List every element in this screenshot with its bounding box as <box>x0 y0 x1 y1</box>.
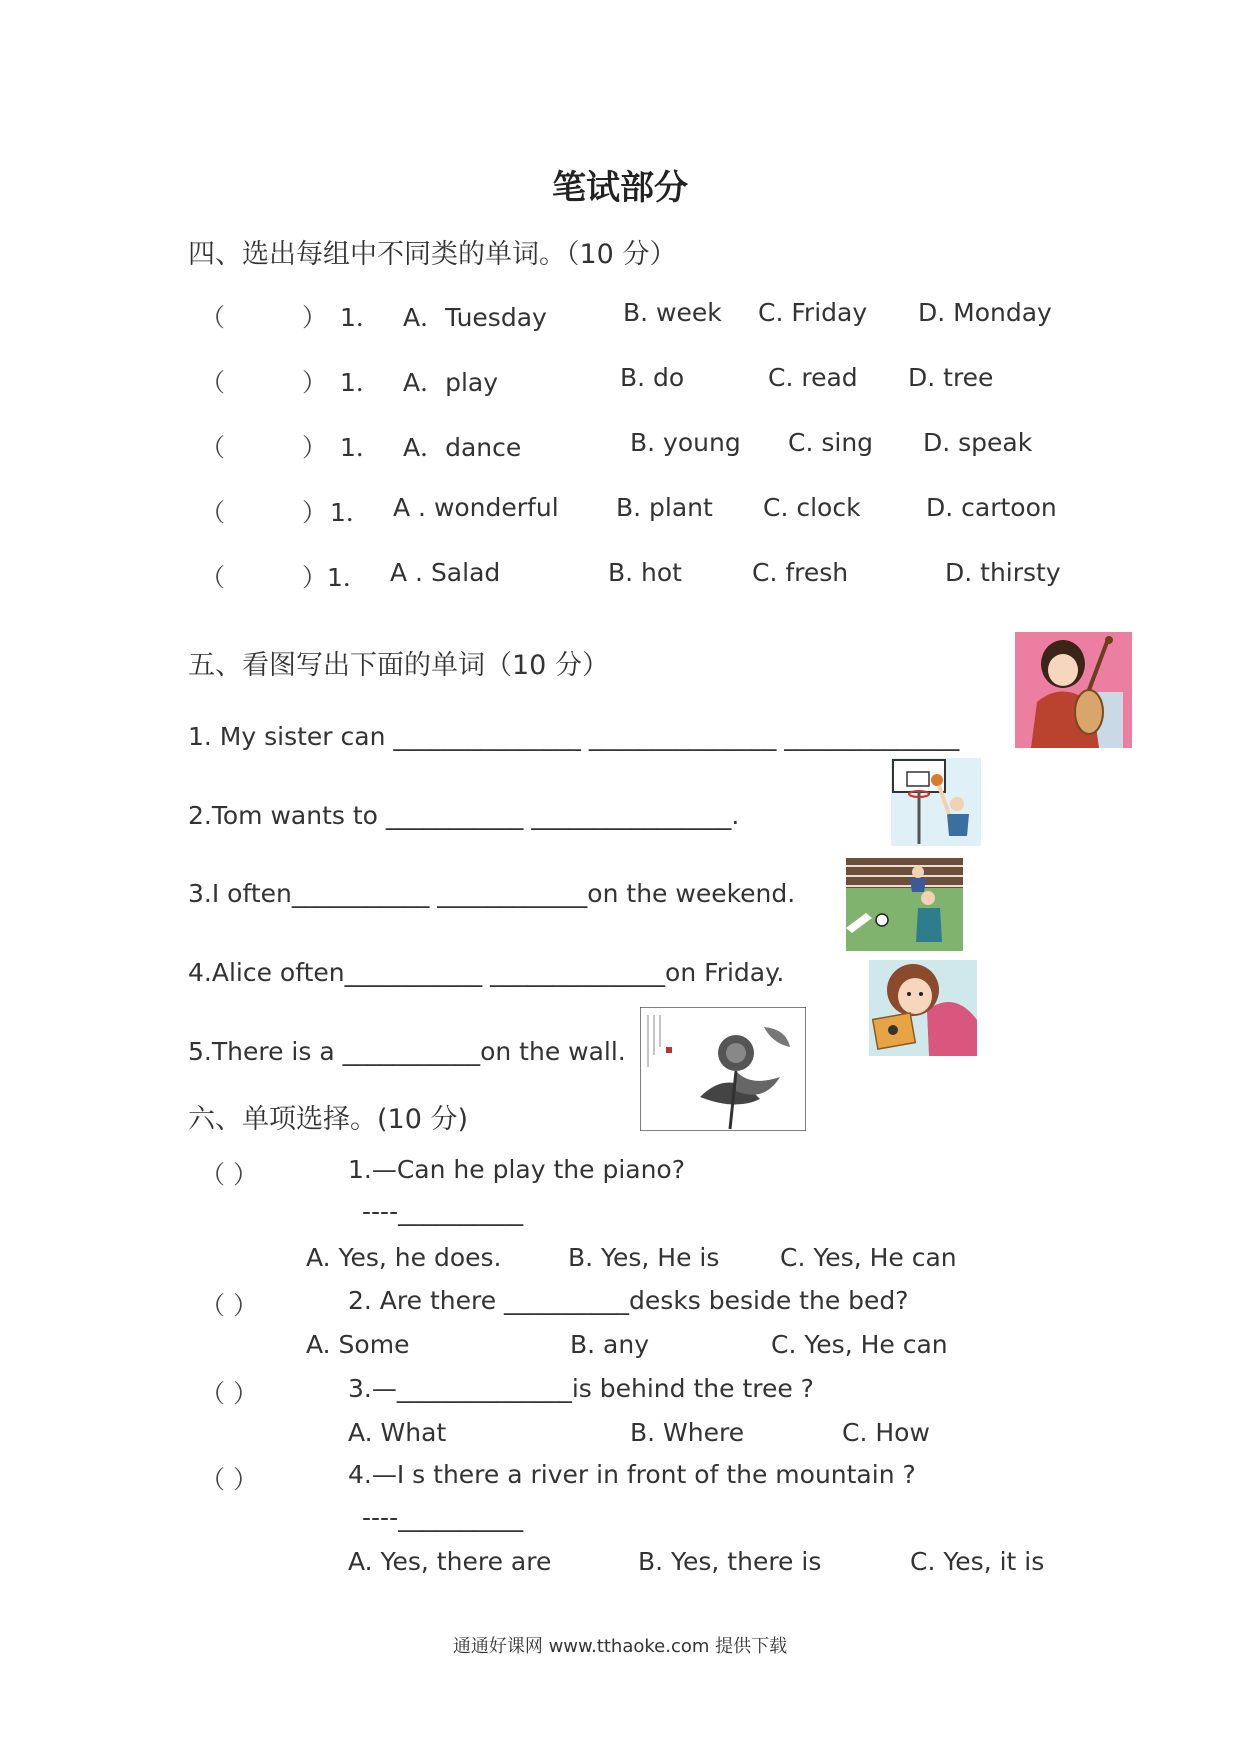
option-d: D. Monday <box>918 298 1052 327</box>
children-playing-football-illustration <box>846 858 963 951</box>
option-c: C. read <box>768 363 858 392</box>
answer-paren[interactable]: （ ） <box>200 1379 258 1408</box>
answer-paren-open: （ <box>200 368 226 397</box>
girl-playing-pipa-illustration <box>1015 632 1132 748</box>
option-c: C. sing <box>788 428 874 457</box>
answer-paren-close[interactable]: ） <box>302 368 328 397</box>
question-number: 1． <box>340 303 381 332</box>
answer-paren-open: （ <box>200 563 226 592</box>
question-4-option-b: B. Yes, there is <box>638 1547 822 1576</box>
question-1-option-a: A. Yes, he does. <box>306 1243 502 1272</box>
question-2-option-c: C. Yes, He can <box>771 1330 948 1359</box>
question-number: 1． <box>330 498 371 527</box>
question-2-option-b: B. any <box>570 1330 650 1359</box>
question-number: 1． <box>340 433 381 462</box>
section-4-heading: 四、选出每组中不同类的单词。（10 分） <box>188 239 677 270</box>
question-1-option-c: C. Yes, He can <box>780 1243 957 1272</box>
option-d: D. cartoon <box>926 493 1057 522</box>
question-3-option-a: A. What <box>348 1418 447 1447</box>
question-4-text: 4.—I s there a river in front of the mountain ? <box>348 1460 916 1489</box>
question-4-option-a: A. Yes, there are <box>348 1547 552 1576</box>
question-1-answer-blank[interactable]: ----__________ <box>362 1197 524 1226</box>
option-a: A．dance <box>403 433 522 462</box>
option-d: D. tree <box>908 363 994 392</box>
answer-paren-open: （ <box>200 498 226 527</box>
option-c: C. fresh <box>752 558 849 587</box>
girl-reading-book-illustration <box>869 960 977 1056</box>
answer-paren-close[interactable]: ） <box>302 433 328 462</box>
option-a: A . Salad <box>390 558 501 587</box>
fill-in-item-2[interactable]: 2.Tom wants to ___________ ________________. <box>188 801 740 830</box>
option-c: C. clock <box>763 493 861 522</box>
fill-in-item-3[interactable]: 3.I often___________ ____________on the weekend. <box>188 879 796 908</box>
question-3-option-c: C. How <box>842 1418 930 1447</box>
answer-paren[interactable]: （ ） <box>200 1160 258 1189</box>
fill-in-item-4[interactable]: 4.Alice often___________ ______________on Friday. <box>188 958 785 987</box>
question-2-option-a: A. Some <box>306 1330 410 1359</box>
option-b: B. young <box>630 428 741 457</box>
question-number: 1． <box>340 368 381 397</box>
answer-paren-close[interactable]: ） <box>302 303 328 332</box>
answer-paren-close[interactable]: ） <box>302 563 328 592</box>
section-6-heading: 六、单项选择。(10 分) <box>188 1104 469 1135</box>
answer-paren-open: （ <box>200 303 226 332</box>
option-c: C. Friday <box>758 298 868 327</box>
fill-in-item-1[interactable]: 1. My sister can _______________ _______________ ______________ <box>188 722 960 751</box>
question-2-text: 2. Are there __________desks beside the bed? <box>348 1286 909 1315</box>
section-5-heading: 五、看图写出下面的单词（10 分） <box>188 650 609 681</box>
answer-paren[interactable]: （ ） <box>200 1291 258 1320</box>
answer-paren-open: （ <box>200 433 226 462</box>
question-4-answer-blank[interactable]: ----__________ <box>362 1503 524 1532</box>
question-3-text: 3.—______________is behind the tree ? <box>348 1374 814 1403</box>
flower-painting-illustration <box>640 1007 806 1131</box>
question-4-option-c: C. Yes, it is <box>910 1547 1045 1576</box>
footer-credit: 通通好课网 www.tthaoke.com 提供下载 <box>452 1636 788 1657</box>
option-b: B. week <box>623 298 722 327</box>
option-a: A．Tuesday <box>403 303 547 332</box>
option-d: D. speak <box>923 428 1033 457</box>
answer-paren-close[interactable]: ） <box>302 498 328 527</box>
question-number: 1． <box>327 563 368 592</box>
option-b: B. hot <box>608 558 682 587</box>
option-b: B. plant <box>616 493 713 522</box>
boy-basketball-illustration <box>891 758 981 846</box>
question-1-text: 1.—Can he play the piano? <box>348 1155 685 1184</box>
question-1-option-b: B. Yes, He is <box>568 1243 720 1272</box>
option-d: D. thirsty <box>945 558 1061 587</box>
fill-in-item-5[interactable]: 5.There is a ___________on the wall. <box>188 1037 626 1066</box>
option-a: A . wonderful <box>393 493 559 522</box>
option-b: B. do <box>620 363 685 392</box>
answer-paren[interactable]: （ ） <box>200 1465 258 1494</box>
option-a: A．play <box>403 368 499 397</box>
question-3-option-b: B. Where <box>630 1418 745 1447</box>
page-title: 笔试部分 <box>552 168 688 208</box>
